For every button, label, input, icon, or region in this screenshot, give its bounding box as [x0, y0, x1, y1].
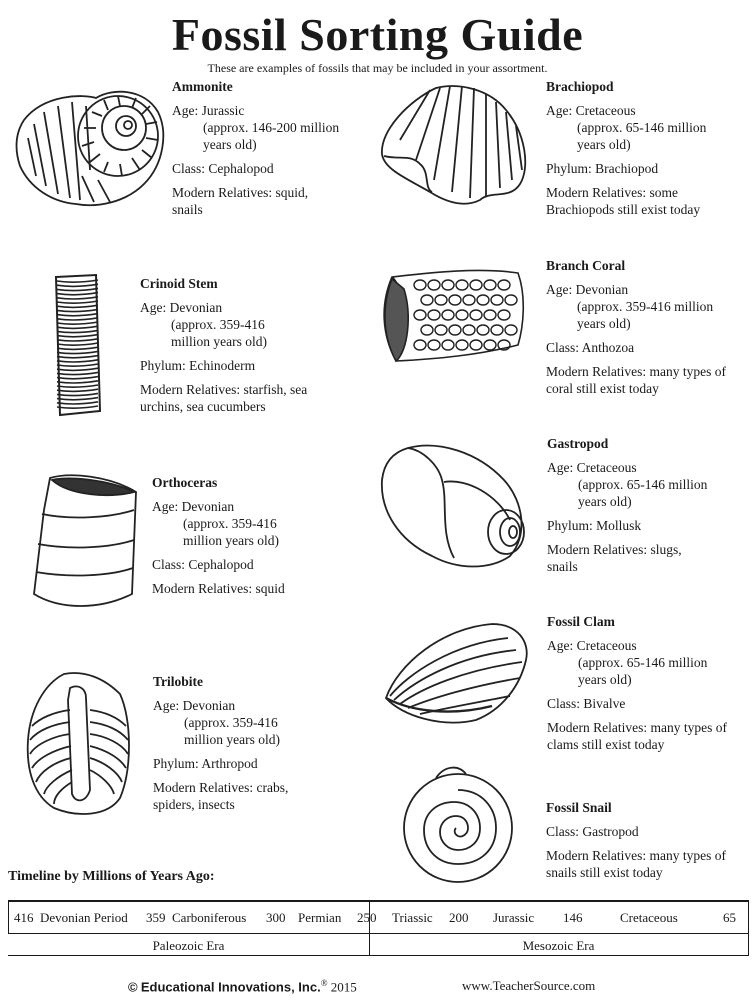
- fossil-entry-ammonite: [172, 78, 352, 225]
- fossil-name: Fossil Clam: [547, 614, 615, 629]
- fossil-name: Ammonite: [172, 79, 233, 94]
- fossil-class: Class: Cephalopod: [172, 161, 274, 176]
- fossil-relatives: Modern Relatives: some Brachiopods still exist today: [546, 185, 701, 217]
- fossil-entry-trilobite: [153, 673, 333, 820]
- fossil-class: Class: Anthozoa: [546, 340, 635, 355]
- fossil-age-detail: (approx. 146-200 million years old): [203, 120, 340, 152]
- timeline-label-200: 200: [449, 910, 469, 925]
- fossil-class: Phylum: Mollusk: [547, 518, 642, 533]
- fossil-relatives: Modern Relatives: crabs, spiders, insects: [153, 780, 289, 812]
- timeline-label-300: 300: [266, 910, 286, 925]
- fossil-name: Branch Coral: [546, 258, 626, 273]
- timeline-label-146: 146: [563, 910, 583, 925]
- fossil-age-detail: (approx. 359-416 million years old): [184, 715, 280, 747]
- timeline-label-359: 359: [146, 910, 166, 925]
- trilobite-illustration: [24, 670, 134, 820]
- fossil-age-detail: (approx. 65-146 million years old): [578, 477, 708, 509]
- timeline-label-permian: Permian: [298, 910, 342, 925]
- fossil-relatives: Modern Relatives: slugs, snails: [547, 542, 682, 574]
- fossil-age: Age: Devonian: [152, 499, 235, 514]
- gastropod-illustration: [378, 440, 528, 572]
- fossil-name: Orthoceras: [152, 475, 218, 490]
- fossil-clam-illustration: [382, 620, 532, 728]
- fossil-entry-fossil-clam: [547, 613, 737, 760]
- footer-website: www.TeacherSource.com: [462, 978, 596, 993]
- fossil-entry-fossil-snail: [546, 799, 736, 888]
- timeline-label-carboniferous: Carboniferous: [172, 910, 247, 925]
- fossil-class: Phylum: Arthropod: [153, 756, 258, 771]
- fossil-entry-branch-coral: [546, 257, 736, 404]
- fossil-class: Class: Bivalve: [547, 696, 626, 711]
- timeline-label-416: 416: [14, 910, 34, 925]
- timeline-label-jurassic: Jurassic: [493, 910, 535, 925]
- orthoceras-illustration: [30, 470, 142, 612]
- timeline-label-65: 65: [723, 910, 736, 925]
- copyright-year: 2015: [330, 979, 357, 995]
- fossil-age-detail: (approx. 359-416 million years old): [171, 317, 267, 349]
- company-name: Educational Innovations, Inc.: [140, 979, 321, 995]
- fossil-name: Brachiopod: [546, 79, 614, 94]
- fossil-relatives: Modern Relatives: many types of snails still exist today: [546, 848, 726, 880]
- fossil-age: Age: Cretaceous: [547, 460, 637, 475]
- fossil-relatives: Modern Relatives: squid: [152, 581, 285, 596]
- fossil-class: Phylum: Brachiopod: [546, 161, 659, 176]
- copyright-symbol: ©: [128, 979, 138, 995]
- fossil-age: Age: Devonian: [546, 282, 629, 297]
- page-subtitle: These are examples of fossils that may be included in your assortment.: [207, 61, 548, 75]
- fossil-entry-crinoid-stem: [140, 275, 320, 422]
- fossil-age: Age: Jurassic: [172, 103, 245, 118]
- fossil-age: Age: Devonian: [153, 698, 236, 713]
- timeline-tick: [748, 900, 749, 956]
- fossil-age-detail: (approx. 359-416 million years old): [183, 516, 279, 548]
- era-paleozoic: Paleozoic Era: [152, 938, 225, 953]
- fossil-name: Crinoid Stem: [140, 276, 218, 291]
- timeline-label-devonian: Devonian Period: [40, 910, 128, 925]
- fossil-relatives: Modern Relatives: starfish, sea urchins, sea cucumbers: [140, 382, 308, 414]
- fossil-relatives: Modern Relatives: many types of coral still exist today: [546, 364, 726, 396]
- fossil-name: Trilobite: [153, 674, 203, 689]
- crinoid-stem-illustration: [50, 271, 106, 419]
- timeline-tick: [8, 900, 9, 934]
- era-mesozoic: Mesozoic Era: [522, 938, 595, 953]
- fossil-snail-illustration: [396, 764, 516, 884]
- timeline-label-cretaceous: Cretaceous: [620, 910, 678, 925]
- fossil-age-detail: (approx. 65-146 million years old): [578, 655, 708, 687]
- timeline-heading: Timeline by Millions of Years Ago:: [8, 869, 215, 884]
- fossil-age-detail: (approx. 65-146 million years old): [577, 120, 707, 152]
- fossil-class: Phylum: Echinoderm: [140, 358, 256, 373]
- fossil-entry-brachiopod: [546, 78, 731, 225]
- footer-copyright: [128, 978, 357, 995]
- fossil-class: Class: Gastropod: [546, 824, 639, 839]
- fossil-name: Fossil Snail: [546, 800, 612, 815]
- timeline-label-triassic: Triassic: [392, 910, 433, 925]
- page-title: Fossil Sorting Guide: [171, 9, 584, 60]
- fossil-class: Class: Cephalopod: [152, 557, 254, 572]
- timeline-top-line: [8, 900, 749, 902]
- fossil-age: Age: Cretaceous: [546, 103, 636, 118]
- registered-mark: ®: [320, 978, 328, 988]
- fossil-relatives: Modern Relatives: squid, snails: [172, 185, 309, 217]
- timeline-mid-line: [8, 933, 749, 934]
- timeline-bottom-line: [8, 955, 749, 956]
- ammonite-illustration: [14, 84, 166, 214]
- fossil-age: Age: Cretaceous: [547, 638, 637, 653]
- fossil-entry-gastropod: [547, 435, 732, 582]
- fossil-age: Age: Devonian: [140, 300, 223, 315]
- branch-coral-illustration: [378, 265, 528, 365]
- fossil-name: Gastropod: [547, 436, 609, 451]
- fossil-relatives: Modern Relatives: many types of clams still exist today: [547, 720, 727, 752]
- brachiopod-illustration: [380, 80, 535, 210]
- fossil-age-detail: (approx. 359-416 million years old): [577, 299, 714, 331]
- fossil-entry-orthoceras: [152, 474, 332, 604]
- timeline-label-250: 250: [357, 910, 377, 925]
